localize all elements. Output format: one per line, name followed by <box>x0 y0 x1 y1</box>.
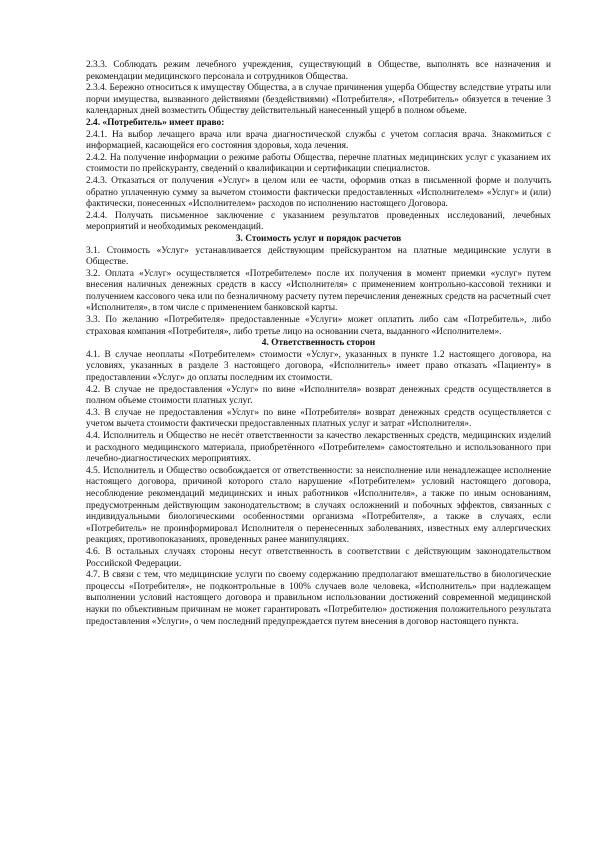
clause-3-1: 3.1. Стоимость «Услуг» устанавливается действующим прейскурантом на платные медицинские услуги в Обществе. <box>86 245 551 268</box>
clause-3-3: 3.3. По желанию «Потребителя» предоставленные «Услуги» может оплатить либо сам «Потребитель», либо страховая компания «Потребителя», либо третье лицо на основании счета, выданного «Исполнителем». <box>86 315 551 337</box>
clause-4-1: 4.1. В случае неоплаты «Потребителем» стоимости «Услуг», указанных в пункте 1.2 настоящего договора, на условиях, указанных в разделе 3 настоящего договора, «Исполнитель» имеет право отказать «Пациенту» в предоставлении «Услуг» до оплаты последним их стоимости. <box>86 349 551 384</box>
section-4-heading: 4. Ответственность сторон <box>261 338 376 349</box>
section-3-heading: 3. Стоимость услуг и порядок расчетов <box>235 233 402 244</box>
clause-2-4-heading: 2.4. «Потребитель» имеет право: <box>86 117 225 128</box>
clause-4-3: 4.3. В случае не предоставления «Услуг» по вине «Потребителя» возврат денежных средств осуществляется с учетом вычета стоимости фактически предоставленных платных услуг и затрат «Исполнителя». <box>86 407 551 430</box>
clause-4-2: 4.2. В случае не предоставления «Услуг» по вине «Исполнителя» возврат денежных средств осуществляется в полном объеме стоимости платных услуг. <box>86 384 551 407</box>
clause-2-4-4: 2.4.4. Получать письменное заключение с указанием результатов проведенных исследований, лечебных мероприятий и необходимых рекомендаций. <box>86 210 551 233</box>
clause-2-4-2: 2.4.2. На получение информации о режиме работы Общества, перечне платных медицинских услуг с указанием их стоимости по прейскуранту, сведений о квалификации и сертификации специалистов. <box>86 152 551 175</box>
clause-2-4-1: 2.4.1. На выбор лечащего врача или врача диагностической службы с учетом согласия врача. Знакомиться с информацией, касающейся его состояния здоровья, хода лечения. <box>86 129 551 152</box>
clause-2-4-3: 2.4.3. Отказаться от получения «Услуг» в целом или ее части, оформив отказ в письменной форме и получить обратно уплаченную сумму за вычетом стоимости фактически предоставленных «Исполнителем» «Услуг» и (или) фактически, понесенных «Исполнителем» расходов по исполнению настоящего Договора. <box>86 175 551 210</box>
clause-3-2: 3.2. Оплата «Услуг» осуществляется «Потребителем» после их получения в момент приемки «услуг» путем внесения наличных денежных средств в кассу «Исполнителя» с применением контрольно-кассовой техники и получением кассового чека или по безналичному расчету путем перечисления денежных средств на расчетный счет «Исполнителя», в том числе с применением банковской карты. <box>86 268 551 314</box>
clause-4-7: 4.7. В связи с тем, что медицинские услуги по своему содержанию предполагают вмешательство в биологические процессы «Потребителя», не подконтрольные в 100% случаев воле человека, «Исполнитель» при надлежащем выполнении условий настоящего договора и правильном использовании достижений современной медицинской науки по объективным причинам не может гарантировать «Потребителю» достижения положительного результата предоставления «Услуги», о чем последний предупреждается путем внесения в договор настоящего пункта. <box>86 570 551 627</box>
clause-2-3-4: 2.3.4. Бережно относиться к имуществу Общества, а в случае причинения ущерба Обществу вследствие утраты или порчи имущества, вызванного действиями (бездействиями) «Потребителя», «Потребитель» обязуется в течение 3 календарных дней возместить Обществу действительный нанесенный ущерб в полном объеме. <box>86 83 551 117</box>
clause-4-6: 4.6. В остальных случаях стороны несут ответственность в соответствии с действующим законодательством Российской Федерации. <box>86 546 551 569</box>
clause-4-4: 4.4. Исполнитель и Общество не несёт ответственности за качество лекарственных средств, медицинских изделий и расходного медицинского материала, приобретённого «Потребителем» самостоятельно и использованного при лечебно-диагностических мероприятиях. <box>86 431 551 465</box>
clause-2-3-3: 2.3.3. Соблюдать режим лечебного учреждения, существующий в Обществе, выполнять все назначения и рекомендации медицинского персонала и сотрудников Общества. <box>86 60 551 82</box>
clause-4-5: 4.5. Исполнитель и Общество освобождается от ответственности: за неисполнение или ненадлежащее исполнение настоящего договора, причиной которого стало нарушение «Потребителем» условий настоящего договора, несоблюдение рекомендаций медицинских и иных работников «Исполнителя», а также по иным основаниям, предусмотренным действующим законодательством; в случаях осложнений и побочных эффектов, связанных с индивидуальными биологическими особенностями организма «Потребителя», а также в случаях, если «Потребитель» не проинформировал Исполнителя о перенесенных заболеваниях, известных ему аллергических реакциях, противопоказаниях, проведенных ранее манипуляциях. <box>86 465 551 546</box>
